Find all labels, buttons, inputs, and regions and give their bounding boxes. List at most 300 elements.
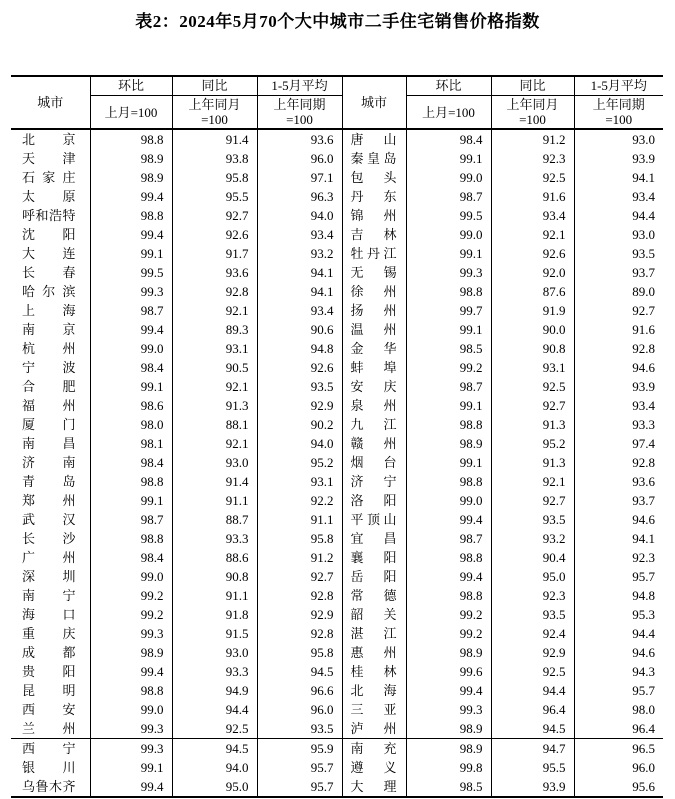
value-cell: 98.9 (90, 168, 172, 187)
value-cell: 91.8 (172, 605, 257, 624)
value-cell: 91.6 (491, 187, 574, 206)
value-cell: 93.3 (172, 529, 257, 548)
value-cell: 95.0 (491, 567, 574, 586)
value-cell: 99.0 (406, 491, 491, 510)
value-cell: 91.4 (172, 129, 257, 149)
city-cell: 杭州 (11, 339, 90, 358)
value-cell: 98.9 (406, 643, 491, 662)
value-cell: 98.7 (406, 377, 491, 396)
value-cell: 94.8 (574, 586, 663, 605)
value-cell: 95.5 (172, 187, 257, 206)
header-yoy-base-line2: =100 (201, 112, 228, 127)
table-row (11, 758, 663, 777)
value-cell: 90.6 (257, 320, 342, 339)
value-cell: 98.9 (90, 149, 172, 168)
value-cell: 91.3 (491, 453, 574, 472)
value-cell: 98.8 (406, 282, 491, 301)
header-city-left: 城市 (11, 76, 90, 129)
value-cell: 92.9 (257, 605, 342, 624)
city-cell: 宜昌 (342, 529, 406, 548)
value-cell: 90.2 (257, 415, 342, 434)
table-row (11, 320, 663, 339)
header-mom-base-right: 上月=100 (406, 96, 491, 130)
value-cell: 98.5 (406, 777, 491, 797)
city-cell: 兰州 (11, 719, 90, 739)
value-cell: 92.5 (491, 377, 574, 396)
city-cell: 西宁 (11, 739, 90, 759)
city-cell: 赣州 (342, 434, 406, 453)
value-cell: 93.1 (257, 472, 342, 491)
header-yoy-base-line1: 上年同月 (188, 97, 241, 112)
value-cell: 99.1 (406, 320, 491, 339)
value-cell: 93.5 (257, 377, 342, 396)
city-cell: 洛阳 (342, 491, 406, 510)
value-cell: 88.1 (172, 415, 257, 434)
value-cell: 92.3 (491, 149, 574, 168)
value-cell: 93.4 (257, 225, 342, 244)
value-cell: 99.7 (406, 301, 491, 320)
value-cell: 99.3 (90, 282, 172, 301)
value-cell: 93.5 (574, 244, 663, 263)
value-cell: 96.0 (257, 700, 342, 719)
city-cell: 济南 (11, 453, 90, 472)
header-mom-right: 环比 (406, 76, 491, 96)
value-cell: 95.7 (574, 681, 663, 700)
table-row (11, 453, 663, 472)
city-cell: 扬州 (342, 301, 406, 320)
table-row (11, 282, 663, 301)
city-cell: 呼和浩特 (11, 206, 90, 225)
value-cell: 91.5 (172, 624, 257, 643)
value-cell: 99.3 (90, 739, 172, 759)
city-cell: 上海 (11, 301, 90, 320)
table-row (11, 129, 663, 149)
value-cell: 91.3 (491, 415, 574, 434)
value-cell: 92.8 (574, 453, 663, 472)
city-cell: 九江 (342, 415, 406, 434)
table-row (11, 225, 663, 244)
city-cell: 徐州 (342, 282, 406, 301)
value-cell: 93.5 (491, 605, 574, 624)
value-cell: 95.7 (257, 758, 342, 777)
value-cell: 93.4 (574, 187, 663, 206)
value-cell: 95.3 (574, 605, 663, 624)
city-cell: 湛江 (342, 624, 406, 643)
value-cell: 95.7 (574, 567, 663, 586)
value-cell: 94.7 (491, 739, 574, 759)
city-cell: 丹东 (342, 187, 406, 206)
value-cell: 96.6 (257, 681, 342, 700)
value-cell: 95.9 (257, 739, 342, 759)
value-cell: 99.3 (406, 263, 491, 282)
city-cell: 郑州 (11, 491, 90, 510)
value-cell: 91.6 (574, 320, 663, 339)
city-cell: 太原 (11, 187, 90, 206)
city-cell: 无锡 (342, 263, 406, 282)
value-cell: 89.0 (574, 282, 663, 301)
value-cell: 97.4 (574, 434, 663, 453)
city-cell: 泉州 (342, 396, 406, 415)
value-cell: 96.3 (257, 187, 342, 206)
city-cell: 吉林 (342, 225, 406, 244)
value-cell: 99.0 (406, 168, 491, 187)
value-cell: 98.4 (90, 358, 172, 377)
value-cell: 92.5 (172, 719, 257, 739)
value-cell: 92.7 (257, 567, 342, 586)
value-cell: 90.8 (172, 567, 257, 586)
table-row (11, 624, 663, 643)
city-cell: 银川 (11, 758, 90, 777)
value-cell: 96.4 (574, 719, 663, 739)
city-cell: 烟台 (342, 453, 406, 472)
value-cell: 92.7 (491, 396, 574, 415)
price-index-table (11, 75, 663, 798)
value-cell: 98.8 (406, 586, 491, 605)
table-row (11, 149, 663, 168)
value-cell: 99.4 (90, 187, 172, 206)
header-avg-base-left (257, 96, 342, 130)
value-cell: 94.6 (574, 510, 663, 529)
value-cell: 94.6 (574, 358, 663, 377)
header-row-top (11, 76, 663, 96)
city-cell: 惠州 (342, 643, 406, 662)
value-cell: 96.5 (574, 739, 663, 759)
value-cell: 88.7 (172, 510, 257, 529)
value-cell: 99.4 (90, 777, 172, 797)
table-row (11, 206, 663, 225)
value-cell: 98.4 (90, 548, 172, 567)
value-cell: 99.1 (90, 491, 172, 510)
value-cell: 99.1 (90, 758, 172, 777)
city-cell: 天津 (11, 149, 90, 168)
city-cell: 牡丹江 (342, 244, 406, 263)
value-cell: 92.1 (172, 377, 257, 396)
value-cell: 92.5 (491, 662, 574, 681)
value-cell: 92.7 (574, 301, 663, 320)
table-header (11, 76, 663, 129)
table-row (11, 548, 663, 567)
value-cell: 90.4 (491, 548, 574, 567)
value-cell: 92.1 (172, 301, 257, 320)
table-row (11, 510, 663, 529)
value-cell: 96.0 (257, 149, 342, 168)
table-row (11, 472, 663, 491)
city-cell: 济宁 (342, 472, 406, 491)
value-cell: 92.1 (491, 225, 574, 244)
value-cell: 98.7 (90, 510, 172, 529)
value-cell: 98.0 (90, 415, 172, 434)
value-cell: 93.3 (172, 662, 257, 681)
value-cell: 99.4 (406, 567, 491, 586)
header-city-right: 城市 (342, 76, 406, 129)
city-cell: 宁波 (11, 358, 90, 377)
value-cell: 95.0 (172, 777, 257, 797)
value-cell: 95.5 (491, 758, 574, 777)
city-cell: 乌鲁木齐 (11, 777, 90, 797)
value-cell: 93.9 (574, 377, 663, 396)
city-cell: 海口 (11, 605, 90, 624)
city-cell: 福州 (11, 396, 90, 415)
value-cell: 99.4 (90, 320, 172, 339)
city-cell: 长春 (11, 263, 90, 282)
value-cell: 93.4 (491, 206, 574, 225)
value-cell: 94.5 (491, 719, 574, 739)
value-cell: 99.1 (406, 453, 491, 472)
value-cell: 99.8 (406, 758, 491, 777)
table-row (11, 168, 663, 187)
city-cell: 锦州 (342, 206, 406, 225)
value-cell: 93.7 (574, 263, 663, 282)
value-cell: 94.1 (257, 282, 342, 301)
city-cell: 南京 (11, 320, 90, 339)
value-cell: 99.4 (90, 225, 172, 244)
header-yoy-base-line1: 上年同月 (506, 97, 559, 112)
table-row (11, 662, 663, 681)
value-cell: 99.1 (90, 377, 172, 396)
table-row (11, 244, 663, 263)
value-cell: 91.4 (172, 472, 257, 491)
value-cell: 92.3 (491, 586, 574, 605)
city-cell: 贵阳 (11, 662, 90, 681)
value-cell: 91.1 (257, 510, 342, 529)
value-cell: 99.2 (406, 605, 491, 624)
header-mom-base-left: 上月=100 (90, 96, 172, 130)
city-cell: 西安 (11, 700, 90, 719)
value-cell: 95.7 (257, 777, 342, 797)
city-cell: 唐山 (342, 129, 406, 149)
value-cell: 92.8 (172, 282, 257, 301)
header-avg-left: 1-5月平均 (257, 76, 342, 96)
value-cell: 92.8 (257, 624, 342, 643)
value-cell: 99.4 (406, 681, 491, 700)
value-cell: 91.2 (491, 129, 574, 149)
value-cell: 98.7 (406, 187, 491, 206)
table-row (11, 434, 663, 453)
value-cell: 92.9 (257, 396, 342, 415)
value-cell: 99.3 (90, 624, 172, 643)
value-cell: 94.1 (257, 263, 342, 282)
value-cell: 99.6 (406, 662, 491, 681)
value-cell: 98.5 (406, 339, 491, 358)
table-row (11, 529, 663, 548)
city-cell: 长沙 (11, 529, 90, 548)
value-cell: 98.1 (90, 434, 172, 453)
value-cell: 94.4 (172, 700, 257, 719)
value-cell: 97.1 (257, 168, 342, 187)
city-cell: 重庆 (11, 624, 90, 643)
table-row (11, 605, 663, 624)
value-cell: 95.8 (257, 529, 342, 548)
table-row (11, 377, 663, 396)
header-avg-base-line2: =100 (605, 112, 633, 127)
value-cell: 98.4 (406, 129, 491, 149)
table-row (11, 719, 663, 739)
value-cell: 93.6 (172, 263, 257, 282)
value-cell: 92.2 (257, 491, 342, 510)
city-cell: 襄阳 (342, 548, 406, 567)
city-cell: 南昌 (11, 434, 90, 453)
value-cell: 92.6 (491, 244, 574, 263)
value-cell: 98.8 (90, 472, 172, 491)
table-row (11, 358, 663, 377)
value-cell: 98.8 (90, 129, 172, 149)
value-cell: 94.0 (257, 434, 342, 453)
table-row (11, 739, 663, 759)
value-cell: 98.9 (406, 434, 491, 453)
city-cell: 岳阳 (342, 567, 406, 586)
value-cell: 98.8 (406, 472, 491, 491)
table-row (11, 700, 663, 719)
value-cell: 98.8 (90, 529, 172, 548)
city-cell: 合肥 (11, 377, 90, 396)
value-cell: 95.8 (257, 643, 342, 662)
value-cell: 90.0 (491, 320, 574, 339)
table-row (11, 396, 663, 415)
value-cell: 98.6 (90, 396, 172, 415)
header-mom-left: 环比 (90, 76, 172, 96)
value-cell: 92.6 (172, 225, 257, 244)
value-cell: 93.6 (257, 129, 342, 149)
value-cell: 94.4 (574, 206, 663, 225)
header-yoy-left: 同比 (172, 76, 257, 96)
value-cell: 93.0 (172, 453, 257, 472)
city-cell: 大连 (11, 244, 90, 263)
value-cell: 98.0 (574, 700, 663, 719)
value-cell: 91.3 (172, 396, 257, 415)
table-title: 表2：2024年5月70个大中城市二手住宅销售价格指数 (135, 12, 540, 31)
city-cell: 哈尔滨 (11, 282, 90, 301)
value-cell: 99.0 (406, 225, 491, 244)
city-cell: 南充 (342, 739, 406, 759)
value-cell: 99.3 (90, 719, 172, 739)
table-row (11, 491, 663, 510)
header-avg-right: 1-5月平均 (574, 76, 663, 96)
table-row (11, 187, 663, 206)
value-cell: 93.1 (491, 358, 574, 377)
value-cell: 99.2 (406, 358, 491, 377)
value-cell: 96.4 (491, 700, 574, 719)
value-cell: 98.8 (90, 206, 172, 225)
value-cell: 99.0 (90, 339, 172, 358)
value-cell: 95.8 (172, 168, 257, 187)
city-cell: 蚌埠 (342, 358, 406, 377)
city-cell: 青岛 (11, 472, 90, 491)
header-yoy-base-left (172, 96, 257, 130)
value-cell: 92.7 (172, 206, 257, 225)
value-cell: 94.4 (574, 624, 663, 643)
city-cell: 泸州 (342, 719, 406, 739)
header-avg-base-line1: 上年同期 (273, 97, 326, 112)
value-cell: 94.9 (172, 681, 257, 700)
city-cell: 金华 (342, 339, 406, 358)
value-cell: 93.9 (574, 149, 663, 168)
value-cell: 98.9 (90, 643, 172, 662)
value-cell: 99.4 (406, 510, 491, 529)
value-cell: 94.0 (172, 758, 257, 777)
value-cell: 91.1 (172, 491, 257, 510)
value-cell: 92.1 (172, 434, 257, 453)
table-row (11, 681, 663, 700)
city-cell: 南宁 (11, 586, 90, 605)
city-cell: 平顶山 (342, 510, 406, 529)
city-cell: 秦皇岛 (342, 149, 406, 168)
value-cell: 99.1 (406, 396, 491, 415)
value-cell: 92.5 (491, 168, 574, 187)
value-cell: 91.2 (257, 548, 342, 567)
value-cell: 93.0 (574, 129, 663, 149)
value-cell: 90.8 (491, 339, 574, 358)
value-cell: 93.2 (257, 244, 342, 263)
value-cell: 92.4 (491, 624, 574, 643)
value-cell: 98.8 (406, 415, 491, 434)
value-cell: 93.6 (574, 472, 663, 491)
header-row-sub (11, 96, 663, 130)
city-cell: 昆明 (11, 681, 90, 700)
value-cell: 93.0 (172, 643, 257, 662)
value-cell: 99.2 (406, 624, 491, 643)
city-cell: 厦门 (11, 415, 90, 434)
value-cell: 94.6 (574, 643, 663, 662)
value-cell: 98.4 (90, 453, 172, 472)
value-cell: 95.2 (257, 453, 342, 472)
value-cell: 96.0 (574, 758, 663, 777)
table-body (11, 129, 663, 797)
value-cell: 93.8 (172, 149, 257, 168)
value-cell: 98.9 (406, 739, 491, 759)
table-row (11, 586, 663, 605)
value-cell: 98.9 (406, 719, 491, 739)
table-row (11, 567, 663, 586)
value-cell: 93.9 (491, 777, 574, 797)
city-cell: 北京 (11, 129, 90, 149)
value-cell: 92.8 (257, 586, 342, 605)
value-cell: 93.4 (574, 396, 663, 415)
value-cell: 94.8 (257, 339, 342, 358)
city-cell: 大理 (342, 777, 406, 797)
value-cell: 99.1 (90, 244, 172, 263)
city-cell: 三亚 (342, 700, 406, 719)
table-row (11, 415, 663, 434)
value-cell: 92.9 (491, 643, 574, 662)
table-row (11, 777, 663, 797)
table-row (11, 301, 663, 320)
value-cell: 93.4 (257, 301, 342, 320)
value-cell: 92.8 (574, 339, 663, 358)
value-cell: 98.7 (406, 529, 491, 548)
value-cell: 99.2 (90, 586, 172, 605)
city-cell: 安庆 (342, 377, 406, 396)
value-cell: 92.3 (574, 548, 663, 567)
value-cell: 93.2 (491, 529, 574, 548)
value-cell: 93.3 (574, 415, 663, 434)
city-cell: 武汉 (11, 510, 90, 529)
value-cell: 99.5 (90, 263, 172, 282)
city-cell: 深圳 (11, 567, 90, 586)
value-cell: 92.1 (491, 472, 574, 491)
value-cell: 94.5 (257, 662, 342, 681)
value-cell: 99.5 (406, 206, 491, 225)
value-cell: 93.5 (491, 510, 574, 529)
city-cell: 温州 (342, 320, 406, 339)
value-cell: 95.6 (574, 777, 663, 797)
city-cell: 包头 (342, 168, 406, 187)
city-cell: 常德 (342, 586, 406, 605)
value-cell: 94.1 (574, 529, 663, 548)
header-yoy-base-line2: =100 (519, 112, 546, 127)
header-yoy-base-right (491, 96, 574, 130)
value-cell: 93.5 (257, 719, 342, 739)
value-cell: 99.0 (90, 567, 172, 586)
